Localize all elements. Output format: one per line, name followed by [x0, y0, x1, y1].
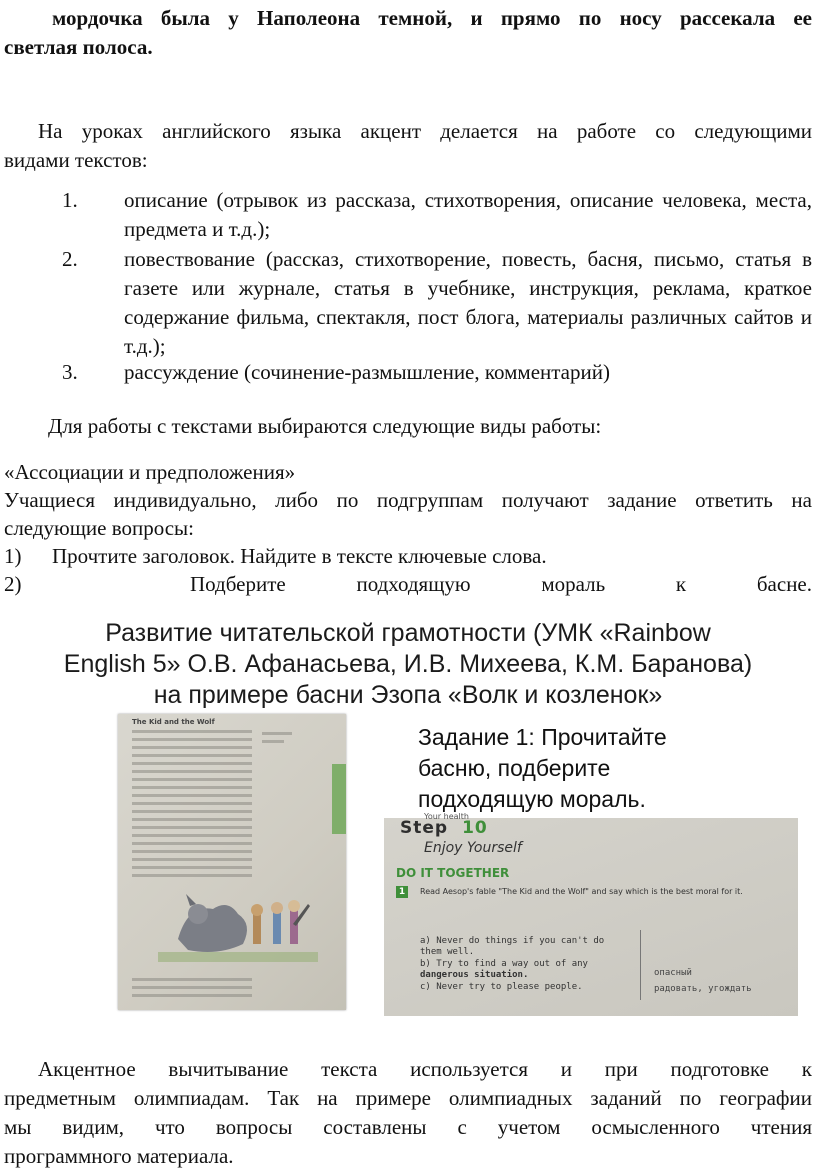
text-line: видами текстов: [4, 148, 148, 172]
exercise-heading: DO IT TOGETHER [396, 866, 510, 880]
divider [640, 930, 641, 1000]
question-text: Прочтите заголовок. Найдите в тексте ключевые слова. [52, 544, 547, 568]
list-number: 1) [4, 544, 22, 568]
textbook-task-photo [384, 812, 798, 1016]
moral-option: b) Try to find a way out of any [420, 959, 588, 969]
text-block [132, 978, 252, 1002]
exercise-instruction: Read Aesop's fable "The Kid and the Wolf" and say which is the best moral for it. [420, 887, 743, 896]
text-line: Акцентное вычитывание текста используется и при подготовке к [38, 1057, 812, 1081]
slide-title-line: Развитие читательской грамотности (УМК «Rainbow [105, 619, 711, 647]
exercise-number: 1 [396, 886, 408, 898]
text-line: На уроках английского языка акцент делается на работе со следующими [38, 119, 812, 143]
step-label: Step [400, 818, 449, 838]
text-line: Учащиеся индивидуально, либо по подгруппам получают задание ответить на [4, 488, 812, 512]
list-number: 2) [4, 572, 22, 596]
text-block [132, 730, 252, 882]
list-item: рассуждение (сочинение-размышление, комментарий) [124, 360, 610, 384]
step-heading [400, 818, 488, 838]
text-line: Для работы с текстами выбираются следующие виды работы: [48, 414, 602, 438]
list-number: 3. [62, 360, 78, 384]
text-line: программного материала. [4, 1144, 234, 1168]
page-header-note: Your health [424, 812, 469, 821]
question-text: Подберите подходящую мораль к басне. [190, 572, 812, 596]
text-line: светлая полоса. [4, 35, 153, 59]
section-heading: «Ассоциации и предположения» [4, 460, 296, 484]
moral-option: c) Never try to please people. [420, 982, 583, 992]
moral-option: a) Never do things if you can't do [420, 936, 605, 946]
task-caption [418, 722, 798, 815]
fable-title: The Kid and the Wolf [132, 718, 215, 726]
list-number: 1. [62, 188, 78, 212]
page-tab [332, 764, 346, 834]
text-line: мордочка была у Наполеона темной, и прямо по носу рассекала ее [52, 6, 812, 30]
step-number: 10 [462, 818, 488, 838]
task-caption-line: Задание 1: Прочитайте [418, 724, 667, 750]
textbook-page-photo [118, 714, 346, 1010]
task-caption-line: подходящую мораль. [418, 786, 646, 812]
list-item: описание (отрывок из рассказа, стихотворения, описание человека, места, предмета и т.д.); [124, 188, 812, 241]
moral-option: dangerous situation. [420, 970, 529, 980]
slide-title-line: English 5» О.В. Афанасьева, И.В. Михеева, К.М. Баранова) [63, 650, 753, 678]
text-line: следующие вопросы: [4, 516, 194, 540]
section-title: Enjoy Yourself [424, 840, 522, 856]
slide-title [40, 618, 776, 711]
text-line: мы видим, что вопросы составлены с учетом осмысленного чтения [4, 1115, 812, 1139]
gloss-word: опасный [654, 968, 692, 978]
text-line: предметным олимпиадам. Так на примере олимпиадных заданий по географии [4, 1086, 812, 1110]
list-item: повествование (рассказ, стихотворение, повесть, басня, письмо, статья в газете или журнале, статья в учебнике, инструкция, реклама, краткое содержание фильма, спектакля, пост блога, материалы различных сайтов и т.д.); [124, 247, 812, 358]
slide-title-line: на примере басни Эзопа «Волк и козленок» [153, 681, 663, 709]
task-caption-line: басню, подберите [418, 755, 611, 781]
moral-option: them well. [420, 947, 475, 957]
gloss-block [262, 732, 302, 748]
gloss-word: радовать, угождать [654, 984, 752, 994]
wolf-and-kid-illustration [158, 884, 318, 964]
list-number: 2. [62, 247, 78, 271]
